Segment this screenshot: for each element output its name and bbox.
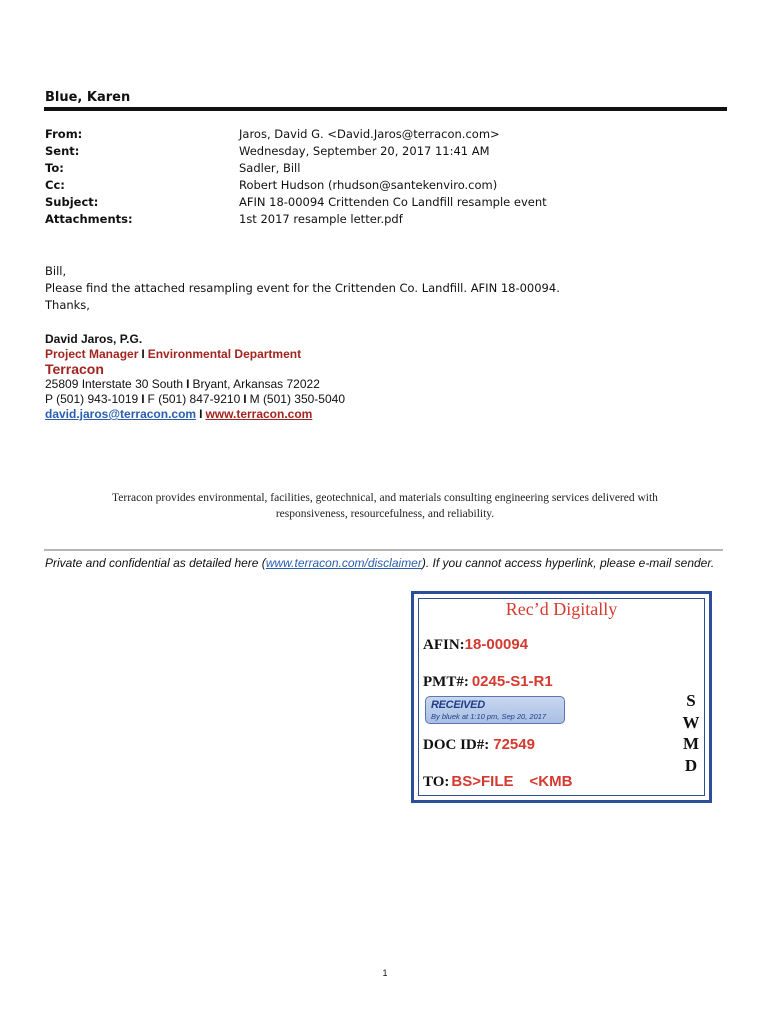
- attachment-link[interactable]: 1st 2017 resample letter.pdf: [239, 212, 403, 226]
- disclaimer-pre: Private and confidential as detailed here (: [45, 556, 266, 570]
- side-letter: M: [682, 734, 700, 753]
- stamp-afin: [423, 636, 528, 654]
- header-divider: [44, 107, 727, 111]
- separator: I: [141, 347, 145, 361]
- sent-label: Sent:: [45, 144, 80, 158]
- separator: I: [199, 407, 203, 421]
- stamp-side-letters: [680, 690, 702, 776]
- signature-address: [45, 377, 320, 391]
- received-badge: [425, 696, 565, 724]
- from-value: Jaros, David G. <David.Jaros@terracon.com>: [239, 127, 500, 141]
- received-title: RECEIVED: [431, 699, 485, 711]
- phone-fax: F (501) 847-9210: [147, 392, 241, 406]
- to-stamp-label: TO:: [423, 774, 450, 790]
- website-link[interactable]: www.terracon.com: [205, 407, 313, 421]
- stamp-docid: [423, 736, 535, 754]
- to-stamp-value-b: <KMB: [529, 773, 573, 790]
- separator: I: [243, 392, 247, 406]
- cc-value: Robert Hudson (rhudson@santekenviro.com): [239, 178, 498, 192]
- body-closing: Thanks,: [45, 298, 90, 312]
- stamp-pmt: [423, 673, 553, 691]
- subject-value: AFIN 18-00094 Crittenden Co Landfill resample event: [239, 195, 547, 209]
- to-value: Sadler, Bill: [239, 161, 301, 175]
- disclaimer-post: ). If you cannot access hyperlink, please e-mail sender.: [421, 556, 715, 570]
- afin-value: 18-00094: [464, 636, 529, 653]
- page-number: 1: [382, 968, 388, 978]
- received-subtitle: By bluek at 1:10 pm, Sep 20, 2017: [431, 712, 547, 721]
- afin-label: AFIN:: [423, 637, 465, 653]
- sent-value: Wednesday, September 20, 2017 11:41 AM: [239, 144, 490, 158]
- tagline-line-2: responsiveness, resourcefulness, and reliability.: [275, 508, 495, 520]
- from-label: From:: [45, 127, 83, 141]
- signature-links: [45, 407, 312, 421]
- phone-primary: P (501) 943-1019: [45, 392, 139, 406]
- disclaimer-divider: [44, 549, 723, 551]
- tagline-line-1: Terracon provides environmental, facilities, geotechnical, and materials consulting engineering services delivered with: [112, 492, 658, 504]
- email-link[interactable]: david.jaros@terracon.com: [45, 407, 197, 421]
- side-letter: D: [684, 755, 698, 775]
- separator: I: [141, 392, 145, 406]
- attachments-label: Attachments:: [45, 212, 133, 226]
- docid-value: 72549: [493, 736, 535, 753]
- signature-title-role: Project Manager: [45, 347, 139, 361]
- pmt-value: 0245-S1-R1: [471, 673, 553, 690]
- side-letter: W: [682, 712, 700, 732]
- address-city: Bryant, Arkansas 72022: [192, 377, 320, 391]
- address-street: 25809 Interstate 30 South: [45, 377, 184, 391]
- disclaimer-text: [45, 556, 725, 571]
- stamp-to: [423, 773, 572, 791]
- docid-label: DOC ID#:: [423, 737, 490, 753]
- pmt-label: PMT#:: [423, 674, 469, 690]
- disclaimer-link[interactable]: www.terracon.com/disclaimer: [265, 556, 422, 570]
- signature-company: Terracon: [45, 361, 104, 377]
- phone-mobile: M (501) 350-5040: [249, 392, 345, 406]
- side-letter: S: [686, 691, 696, 710]
- stamp-title: Rec’d Digitally: [505, 599, 618, 619]
- to-stamp-value-a: BS>FILE: [451, 773, 514, 790]
- cc-label: Cc:: [45, 178, 65, 192]
- signature-name: David Jaros, P.G.: [45, 332, 143, 346]
- subject-label: Subject:: [45, 195, 99, 209]
- body-greeting: Bill,: [45, 264, 67, 278]
- signature-title-dept: Environmental Department: [147, 347, 302, 361]
- signature-title: [45, 347, 301, 361]
- separator: I: [186, 377, 190, 391]
- body-message: Please find the attached resampling event for the Crittenden Co. Landfill. AFIN 18-00094.: [45, 281, 560, 295]
- sender-header-name: Blue, Karen: [45, 90, 131, 105]
- to-label: To:: [45, 161, 64, 175]
- signature-phones: [45, 392, 345, 406]
- company-tagline: [60, 490, 710, 522]
